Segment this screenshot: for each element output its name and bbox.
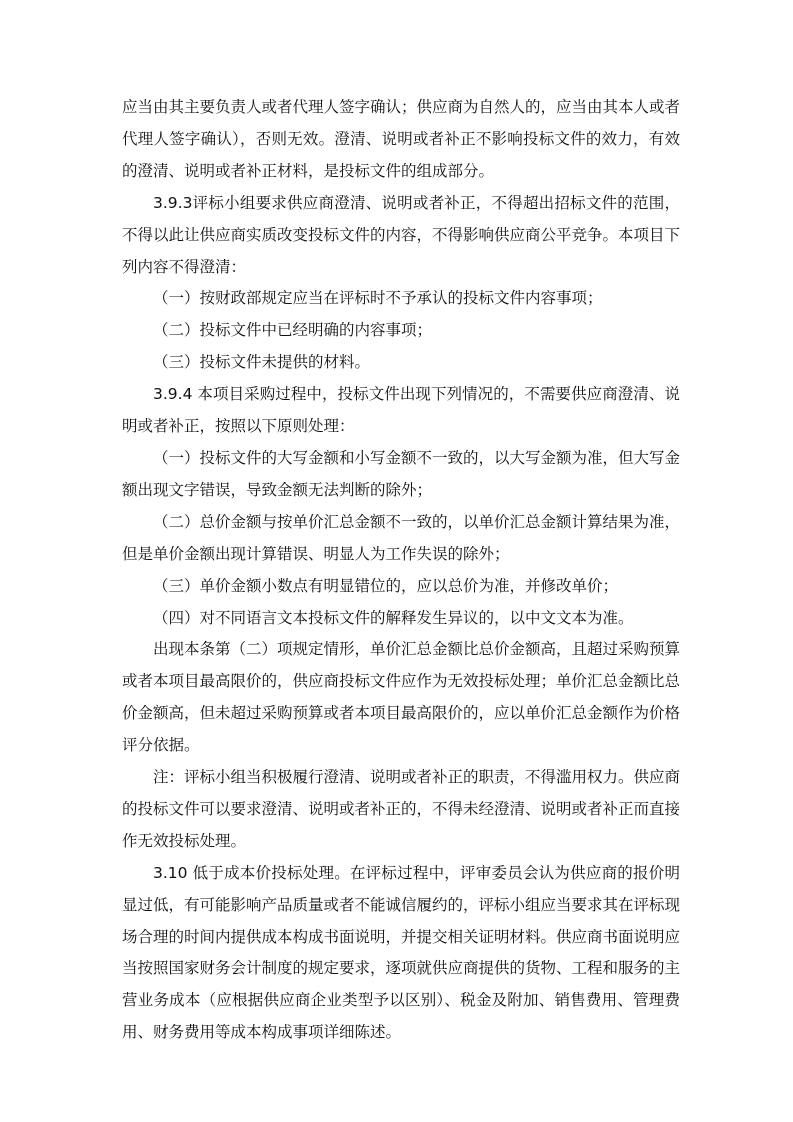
note-paragraph: 注：评标小组当积极履行澄清、说明或者补正的职责，不得滥用权力。供应商的投标文件可以要求澄清、说明或者补正的，不得未经澄清、说明或者补正而直接作无效投标处理。	[122, 768, 681, 850]
paragraph-3-9-3: 3.9.3评标小组要求供应商澄清、说明或者补正，不得超出招标文件的范围，不得以此让供应商实质改变投标文件的内容，不得影响供应商公平竞争。本项目下列内容不得澄清：	[122, 193, 681, 276]
paragraph-3-10: 3.10 低于成本价投标处理。在评标过程中，评审委员会认为供应商的报价明显过低，有可能影响产品质量或者不能诚信履约的，评标小组应当要求其在评标现场合理的时间内提供成本构成书面说明，并提交相关证明材料。供应商书面说明应当按照国家财务会计制度的规定要求，逐项就供应商提供的货物、工程和服务的主营业务成本（应根据供应商企业类型予以区别）、税金及附加、销售费用、管理费用、财务费用等成本构成事项详细陈述。	[122, 863, 681, 1042]
list-item-3-9-4-3: （三）单价金额小数点有明显错位的，应以总价为准，并修改单价；	[153, 576, 619, 595]
paragraph-3-9-4: 3.9.4 本项目采购过程中，投标文件出现下列情况的，不需要供应商澄清、说明或者补正，按照以下原则处理：	[122, 385, 680, 436]
paragraph-price-handling: 出现本条第（二）项规定情形，单价汇总金额比总价金额高，且超过采购预算或者本项目最高限价的，供应商投标文件应作为无效投标处理；单价汇总金额比总价金额高，但未超过采购预算或者本项目最高限价的，应以单价汇总金额作为价格评分依据。	[122, 640, 681, 755]
list-item-3-9-3-3: （三）投标文件未提供的材料。	[153, 353, 371, 372]
list-item-3-9-4-2: （二）总价金额与按单价汇总金额不一致的，以单价汇总金额计算结果为准，但是单价金额出现计算错误、明显人为工作失误的除外；	[122, 512, 681, 563]
list-item-3-9-3-2: （二）投标文件中已经明确的内容事项；	[153, 321, 433, 340]
list-item-3-9-4-1: （一）投标文件的大写金额和小写金额不一致的，以大写金额为准，但大写金额出现文字错误，导致金额无法判断的除外；	[122, 448, 681, 499]
paragraph-clarification-signature: 应当由其主要负责人或者代理人签字确认；供应商为自然人的，应当由其本人或者代理人签字确认），否则无效。澄清、说明或者补正不影响投标文件的效力，有效的澄清、说明或者补正材料，是投标文件的组成部分。	[122, 98, 681, 180]
list-item-3-9-4-4: （四）对不同语言文本投标文件的解释发生异议的，以中文文本为准。	[153, 608, 634, 627]
list-item-3-9-3-1: （一）按财政部规定应当在评标时不予承认的投标文件内容事项；	[153, 289, 603, 308]
document-body	[122, 92, 680, 1049]
